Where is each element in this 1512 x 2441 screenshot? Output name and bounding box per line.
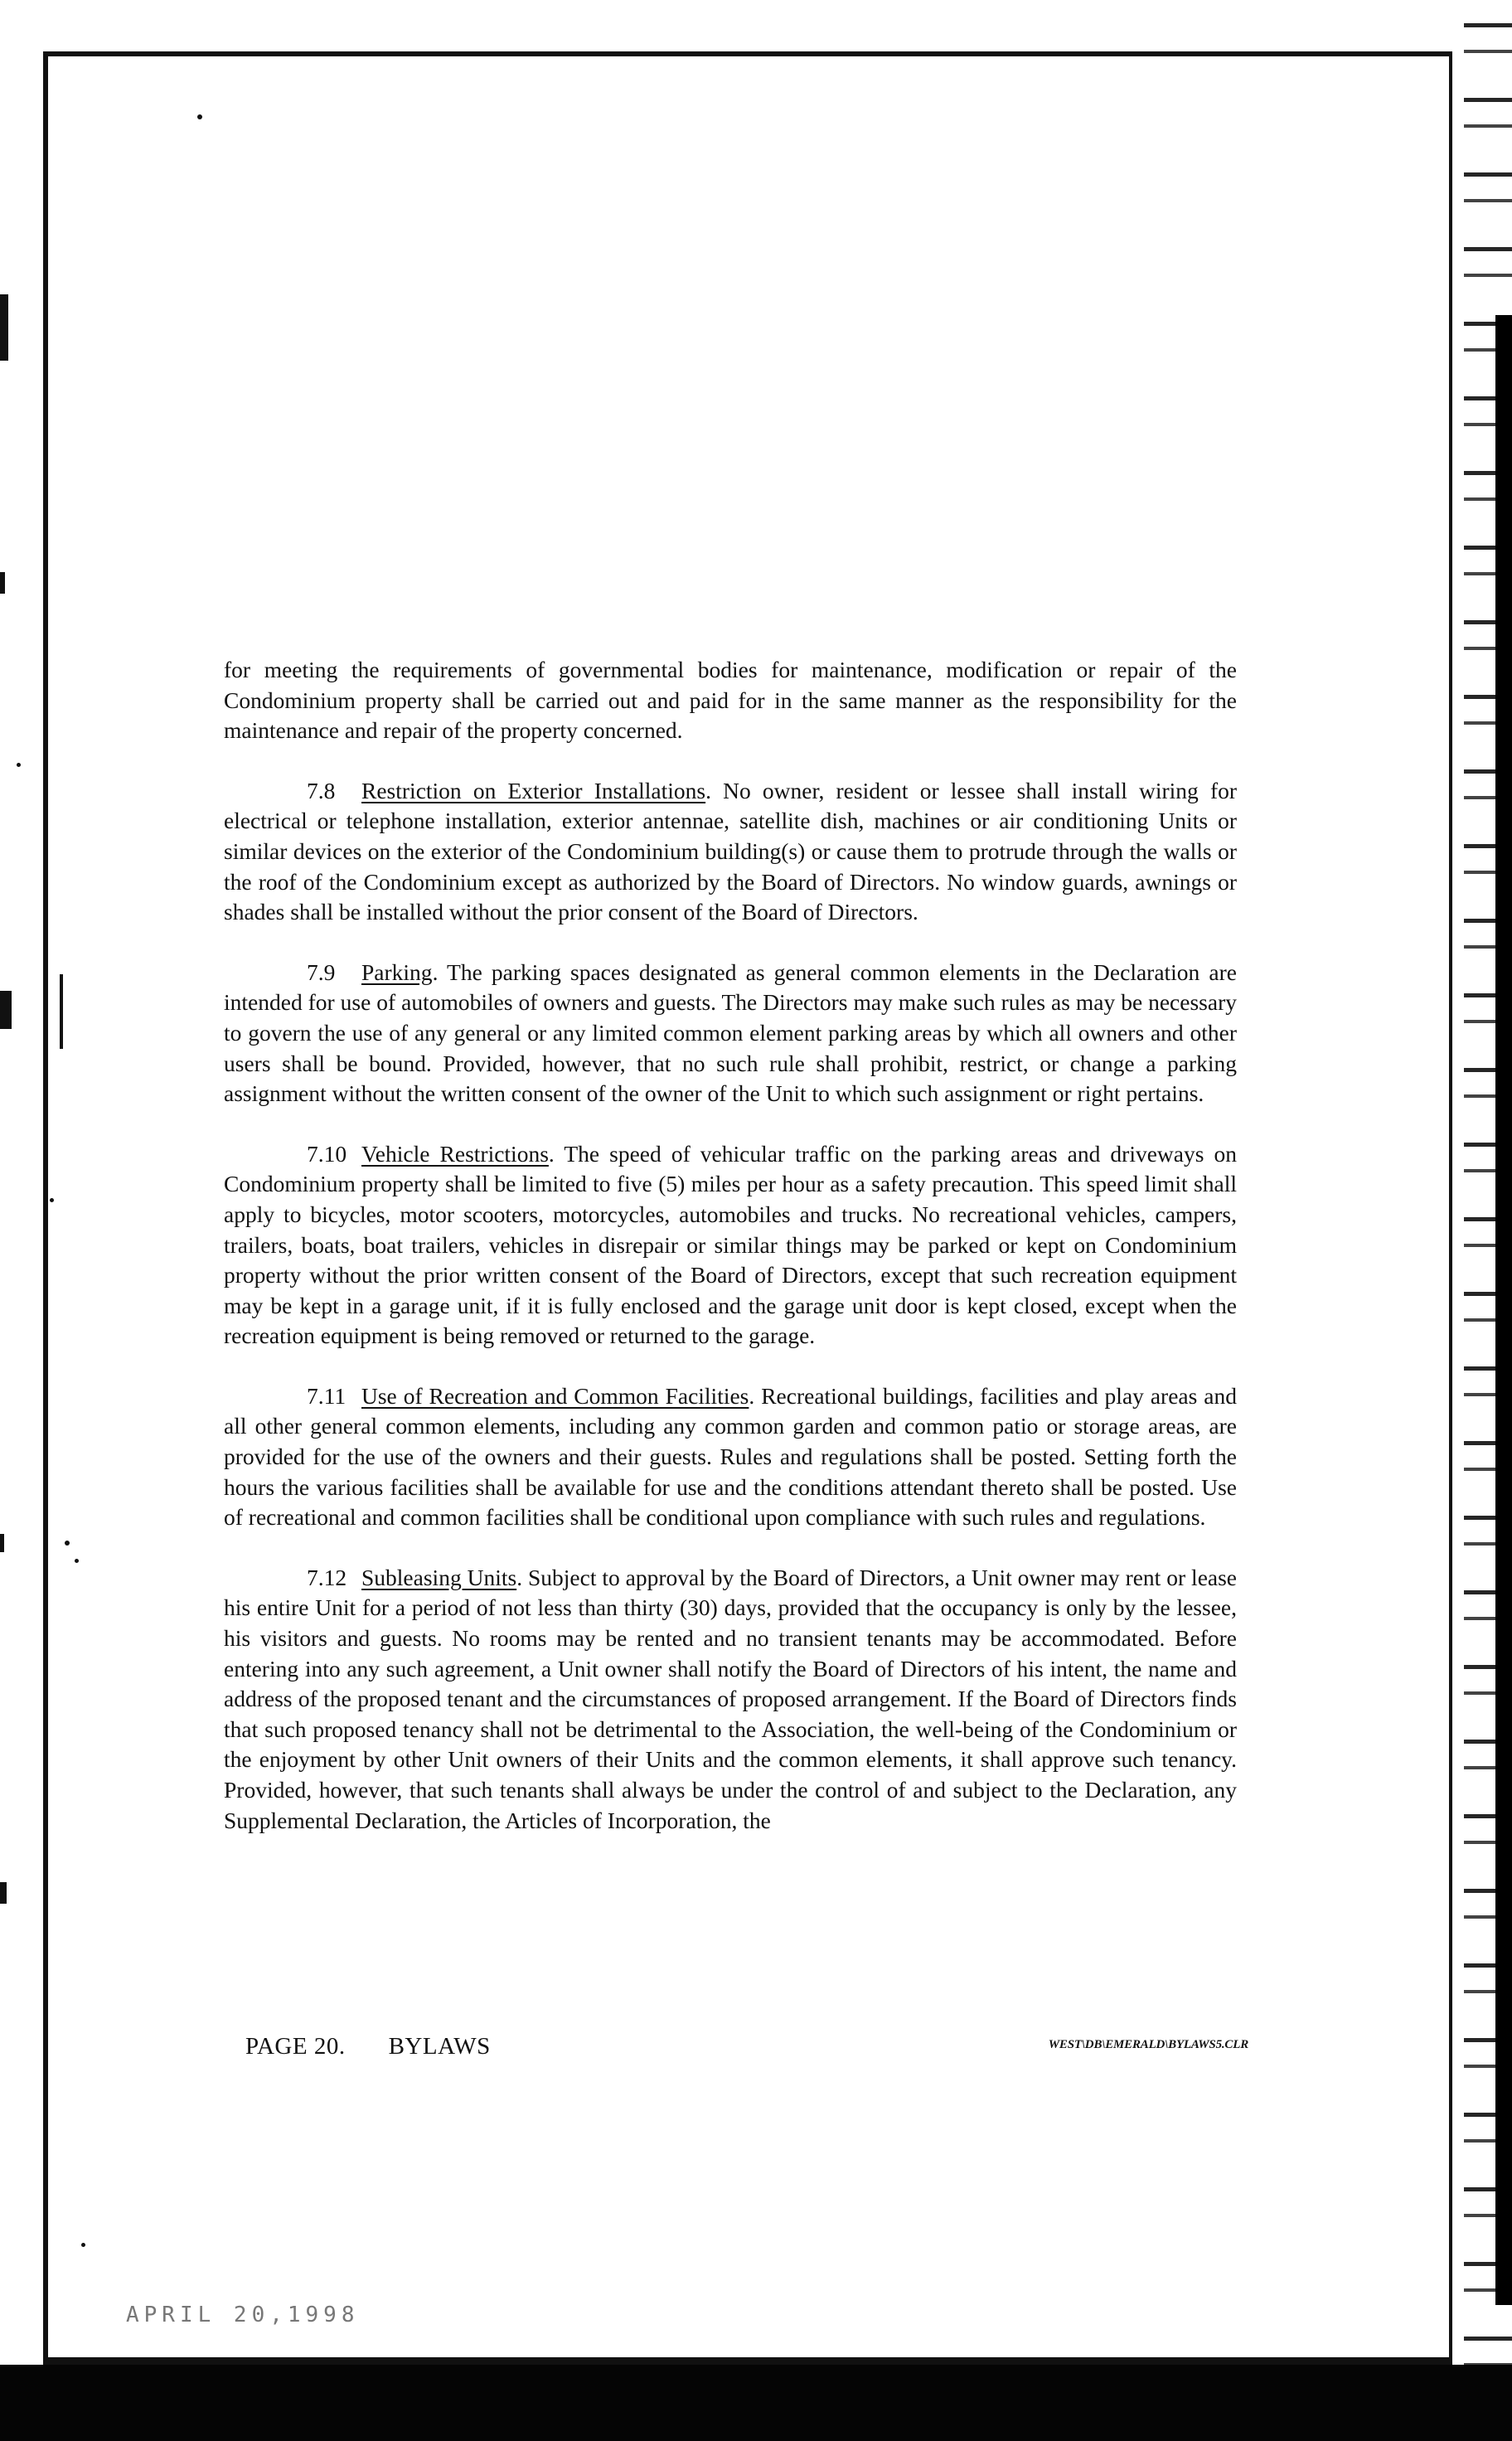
section-title: Subleasing Units [361,1564,517,1590]
section-7-9: 7.9 Parking. The parking spaces designated as general common elements in the Declaration are intended for use of automobiles of owners and guests. The Directors may make such rules as may be necessary to govern the use of any general or any limited common element parking areas by which all owners and other users shall be bound. Provided, however, that no such rule shall prohibit, restrict, or change a parking assignment without the written consent of the owner of the Unit to which such assignment or right pertains. [224,958,1237,1107]
scan-mark [0,572,5,594]
paragraph-text: for meeting the requirements of governmental bodies for maintenance, modification or repair of the Condominium property shall be carried out and paid for in the same manner as the responsibility for the maintenance and repair of the property concerned. [224,657,1237,744]
section-title: Restriction on Exterior Installations [361,777,706,803]
section-number: 7.8 [307,777,336,803]
paragraph-continuation [224,655,1237,746]
section-title: Parking [361,958,433,985]
section-number: 7.9 [307,958,336,985]
scan-mark [0,991,12,1029]
section-text: No owner, resident or lessee shall install wiring for electrical or telephone installation, exterior antennae, satellite dish, machines or air conditioning Units or similar devices on the exterior of the Condominium building(s) or cause them to protrude through the walls or the roof of the Condominium except as authorized by the Board of Directors. No window guards, awnings or shades shall be installed without the prior consent of the Board of Directors. [224,777,1238,925]
document-name: BYLAWS [388,2033,491,2060]
footer-page-label [245,2033,491,2060]
scan-edge-right-shadow [1495,315,1512,2305]
scan-edge-bottom [0,2365,1512,2441]
scan-mark [0,294,8,361]
file-path: WEST\DB\EMERALD\BYLAWS5.CLR [1048,2038,1248,2051]
scan-mark [0,1882,7,1904]
scan-mark [0,1534,4,1552]
section-7-11: 7.11 Use of Recreation and Common Facilities. Recreational buildings, facilities and play areas and all other general common elements, including any common garden and common patio or storage areas, are provided for the use of the owners and their guests. Rules and regulations shall be posted. Setting forth the hours the various facilities shall be available for use and the conditions attendant thereto shall be posted. Use of recreational and common facilities shall be conditional upon compliance with such rules and regulations. [224,1382,1237,1531]
section-number: 7.11 [307,1382,346,1409]
section-7-10: 7.10 Vehicle Restrictions. The speed of vehicular traffic on the parking areas and driveways on Condominium property shall be limited to five (5) miles per hour as a safety precaution. This speed limit shall apply to bicycles, motor scooters, motorcycles, automobiles and trucks. No recreational vehicles, campers, trailers, boats, boat trailers, vehicles in disrepair or similar things may be parked or kept on Condominium property without the prior written consent of the Board of Directors, except that such recreation equipment may be kept in a garage unit, if it is fully enclosed and the garage unit door is kept closed, except when the recreation equipment is being removed or returned to the garage. [224,1140,1238,1349]
section-7-8: 7.8 Restriction on Exterior Installations. No owner, resident or lessee shall install wiring for electrical or telephone installation, exterior antennae, satellite dish, machines or air conditioning Units or similar devices on the exterior of the Condominium building(s) or cause them to protrude through the walls or the roof of the Condominium except as authorized by the Board of Directors. No window guards, awnings or shades shall be installed without the prior consent of the Board of Directors. [224,777,1238,925]
section-text: The parking spaces designated as general common elements in the Declaration are intended for use of automobiles of owners and guests. The Directors may make such rules as may be necessary to govern the use of any general or any limited common element parking areas by which all owners and other users shall be bound. Provided, however, that no such rule shall prohibit, restrict, or change a parking assignment without the written consent of the owner of the Unit to which such assignment or right pertains. [224,958,1237,1107]
section-title: Use of Recreation and Common Facilities [361,1382,749,1409]
date-stamp: APRIL 20,1998 [126,2303,360,2327]
page-footer [245,2033,1248,2066]
section-number: 7.12 [307,1564,347,1590]
section-title: Vehicle Restrictions [361,1140,549,1167]
section-7-12: 7.12 Subleasing Units. Subject to approval by the Board of Directors, a Unit owner may rent or lease his entire Unit for a period of not less than thirty (30) days, provided that the occupancy is only by the lessee, his visitors and guests. No rooms may be rented and no transient tenants may be accommodated. Before entering into any such agreement, a Unit owner shall notify the Board of Directors of his intent, the name and address of the proposed tenant and the circumstances of proposed arrangement. If the Board of Directors finds that such proposed tenancy shall not be detrimental to the Association, the well-being of the Condominium or the enjoyment by other Unit owners of their Units and the common elements, it shall approve such tenancy. Provided, however, that such tenants shall always be under the control of and subject to the Declaration, any Supplemental Declaration, the Articles of Incorporation, the [224,1564,1238,1833]
section-text: Subject to approval by the Board of Directors, a Unit owner may rent or lease his entire Unit for a period of not less than thirty (30) days, provided that the occupancy is only by the lessee, his visitors and guests. No rooms may be rented and no transient tenants may be accommodated. Before entering into any such agreement, a Unit owner shall notify the Board of Directors of his intent, the name and address of the proposed tenant and the circumstances of proposed arrangement. If the Board of Directors finds that such proposed tenancy shall not be detrimental to the Association, the well-being of the Condominium or the enjoyment by other Unit owners of their Units and the common elements, it shall approve such tenancy. Provided, however, that such tenants shall always be under the control of and subject to the Declaration, any Supplemental Declaration, the Articles of Incorporation, the [224,1564,1238,1833]
section-number: 7.10 [307,1140,347,1167]
page-number: PAGE 20. [245,2033,346,2060]
document-body [224,655,1237,1866]
scan-speck [17,763,21,767]
section-text: Recreational buildings, facilities and play areas and all other general common elements, including any common garden and common patio or storage areas, are provided for the use of the owners and their guests. Rules and regulations shall be posted. Setting forth the hours the various facilities shall be available for use and the conditions attendant thereto shall be posted. Use of recreational and common facilities shall be conditional upon compliance with such rules and regulations. [224,1382,1237,1531]
section-text: The speed of vehicular traffic on the parking areas and driveways on Condominium property shall be limited to five (5) miles per hour as a safety precaution. This speed limit shall apply to bicycles, motor scooters, motorcycles, automobiles and trucks. No recreational vehicles, campers, trailers, boats, boat trailers, vehicles in disrepair or similar things may be parked or kept on Condominium property without the prior written consent of the Board of Directors, except that such recreation equipment may be kept in a garage unit, if it is fully enclosed and the garage unit door is kept closed, except when the recreation equipment is being removed or returned to the garage. [224,1140,1238,1349]
